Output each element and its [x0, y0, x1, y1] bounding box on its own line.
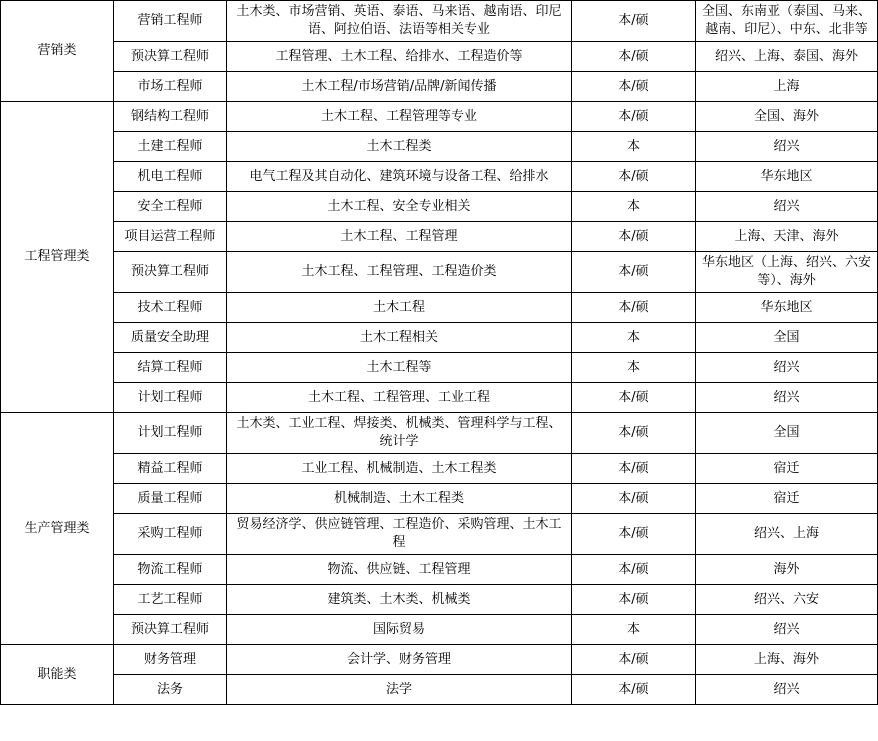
major-cell: 土木工程: [227, 293, 572, 323]
location-cell: 全国: [696, 323, 878, 353]
location-cell: 绍兴、上海、泰国、海外: [696, 42, 878, 72]
position-cell: 预决算工程师: [114, 252, 227, 293]
degree-cell: 本: [572, 132, 696, 162]
major-cell: 工业工程、机械制造、土木工程类: [227, 454, 572, 484]
category-cell: 职能类: [1, 645, 114, 705]
major-cell: 土木工程类: [227, 132, 572, 162]
major-cell: 土木工程、工程管理、工业工程: [227, 383, 572, 413]
table-row: [1, 645, 878, 675]
major-cell: 土木工程等: [227, 353, 572, 383]
table-row: [1, 192, 878, 222]
degree-cell: 本/硕: [572, 102, 696, 132]
degree-cell: 本/硕: [572, 454, 696, 484]
degree-cell: 本: [572, 615, 696, 645]
degree-cell: 本: [572, 323, 696, 353]
position-cell: 营销工程师: [114, 1, 227, 42]
table-row: [1, 675, 878, 705]
major-cell: 国际贸易: [227, 615, 572, 645]
position-cell: 技术工程师: [114, 293, 227, 323]
table-row: [1, 162, 878, 192]
degree-cell: 本/硕: [572, 252, 696, 293]
table-row: [1, 514, 878, 555]
degree-cell: 本/硕: [572, 293, 696, 323]
major-cell: 土木工程/市场营销/品牌/新闻传播: [227, 72, 572, 102]
degree-cell: 本/硕: [572, 675, 696, 705]
degree-cell: 本/硕: [572, 383, 696, 413]
position-cell: 质量工程师: [114, 484, 227, 514]
table-row: [1, 132, 878, 162]
table-row: [1, 615, 878, 645]
table-row: [1, 413, 878, 454]
table-row: [1, 555, 878, 585]
degree-cell: 本/硕: [572, 514, 696, 555]
position-cell: 安全工程师: [114, 192, 227, 222]
location-cell: 绍兴、上海: [696, 514, 878, 555]
major-cell: 土木工程、工程管理、工程造价类: [227, 252, 572, 293]
position-cell: 预决算工程师: [114, 615, 227, 645]
position-cell: 计划工程师: [114, 383, 227, 413]
major-cell: 建筑类、土木类、机械类: [227, 585, 572, 615]
major-cell: 土木工程、工程管理: [227, 222, 572, 252]
position-cell: 工艺工程师: [114, 585, 227, 615]
table-row: [1, 585, 878, 615]
position-cell: 机电工程师: [114, 162, 227, 192]
location-cell: 上海: [696, 72, 878, 102]
degree-cell: 本/硕: [572, 1, 696, 42]
table-row: [1, 454, 878, 484]
table-row: [1, 353, 878, 383]
degree-cell: 本/硕: [572, 484, 696, 514]
table-row: [1, 323, 878, 353]
table-row: [1, 293, 878, 323]
location-cell: 宿迁: [696, 484, 878, 514]
major-cell: 土木工程、安全专业相关: [227, 192, 572, 222]
degree-cell: 本/硕: [572, 222, 696, 252]
table-row: [1, 1, 878, 42]
degree-cell: 本/硕: [572, 72, 696, 102]
location-cell: 宿迁: [696, 454, 878, 484]
location-cell: 全国、东南亚（泰国、马来、越南、印尼）、中东、北非等: [696, 1, 878, 42]
major-cell: 贸易经济学、供应链管理、工程造价、采购管理、土木工程: [227, 514, 572, 555]
position-cell: 物流工程师: [114, 555, 227, 585]
table-row: [1, 102, 878, 132]
degree-cell: 本/硕: [572, 585, 696, 615]
location-cell: 华东地区: [696, 293, 878, 323]
major-cell: 电气工程及其自动化、建筑环境与设备工程、给排水: [227, 162, 572, 192]
table-row: [1, 222, 878, 252]
degree-cell: 本/硕: [572, 413, 696, 454]
major-cell: 土木工程、工程管理等专业: [227, 102, 572, 132]
degree-cell: 本/硕: [572, 162, 696, 192]
major-cell: 工程管理、土木工程、给排水、工程造价等: [227, 42, 572, 72]
major-cell: 机械制造、土木工程类: [227, 484, 572, 514]
location-cell: 上海、天津、海外: [696, 222, 878, 252]
location-cell: 全国、海外: [696, 102, 878, 132]
degree-cell: 本: [572, 353, 696, 383]
location-cell: 全国: [696, 413, 878, 454]
major-cell: 土木类、工业工程、焊接类、机械类、管理科学与工程、统计学: [227, 413, 572, 454]
position-cell: 精益工程师: [114, 454, 227, 484]
location-cell: 绍兴: [696, 192, 878, 222]
location-cell: 绍兴: [696, 675, 878, 705]
location-cell: 海外: [696, 555, 878, 585]
position-cell: 财务管理: [114, 645, 227, 675]
location-cell: 上海、海外: [696, 645, 878, 675]
degree-cell: 本/硕: [572, 42, 696, 72]
major-cell: 土木类、市场营销、英语、泰语、马来语、越南语、印尼语、阿拉伯语、法语等相关专业: [227, 1, 572, 42]
major-cell: 物流、供应链、工程管理: [227, 555, 572, 585]
position-cell: 质量安全助理: [114, 323, 227, 353]
degree-cell: 本: [572, 192, 696, 222]
table-row: [1, 383, 878, 413]
table-row: [1, 42, 878, 72]
table-row: [1, 252, 878, 293]
location-cell: 绍兴: [696, 615, 878, 645]
position-cell: 土建工程师: [114, 132, 227, 162]
degree-cell: 本/硕: [572, 645, 696, 675]
position-cell: 采购工程师: [114, 514, 227, 555]
location-cell: 华东地区（上海、绍兴、六安等）、海外: [696, 252, 878, 293]
table-row: [1, 72, 878, 102]
location-cell: 绍兴: [696, 132, 878, 162]
position-cell: 钢结构工程师: [114, 102, 227, 132]
major-cell: 土木工程相关: [227, 323, 572, 353]
location-cell: 绍兴: [696, 383, 878, 413]
position-cell: 预决算工程师: [114, 42, 227, 72]
table-row: [1, 484, 878, 514]
position-cell: 法务: [114, 675, 227, 705]
category-cell: 生产管理类: [1, 413, 114, 645]
location-cell: 绍兴: [696, 353, 878, 383]
position-cell: 结算工程师: [114, 353, 227, 383]
location-cell: 绍兴、六安: [696, 585, 878, 615]
major-cell: 法学: [227, 675, 572, 705]
position-cell: 计划工程师: [114, 413, 227, 454]
category-cell: 营销类: [1, 1, 114, 102]
major-cell: 会计学、财务管理: [227, 645, 572, 675]
location-cell: 华东地区: [696, 162, 878, 192]
category-cell: 工程管理类: [1, 102, 114, 413]
degree-cell: 本/硕: [572, 555, 696, 585]
position-cell: 项目运营工程师: [114, 222, 227, 252]
position-cell: 市场工程师: [114, 72, 227, 102]
